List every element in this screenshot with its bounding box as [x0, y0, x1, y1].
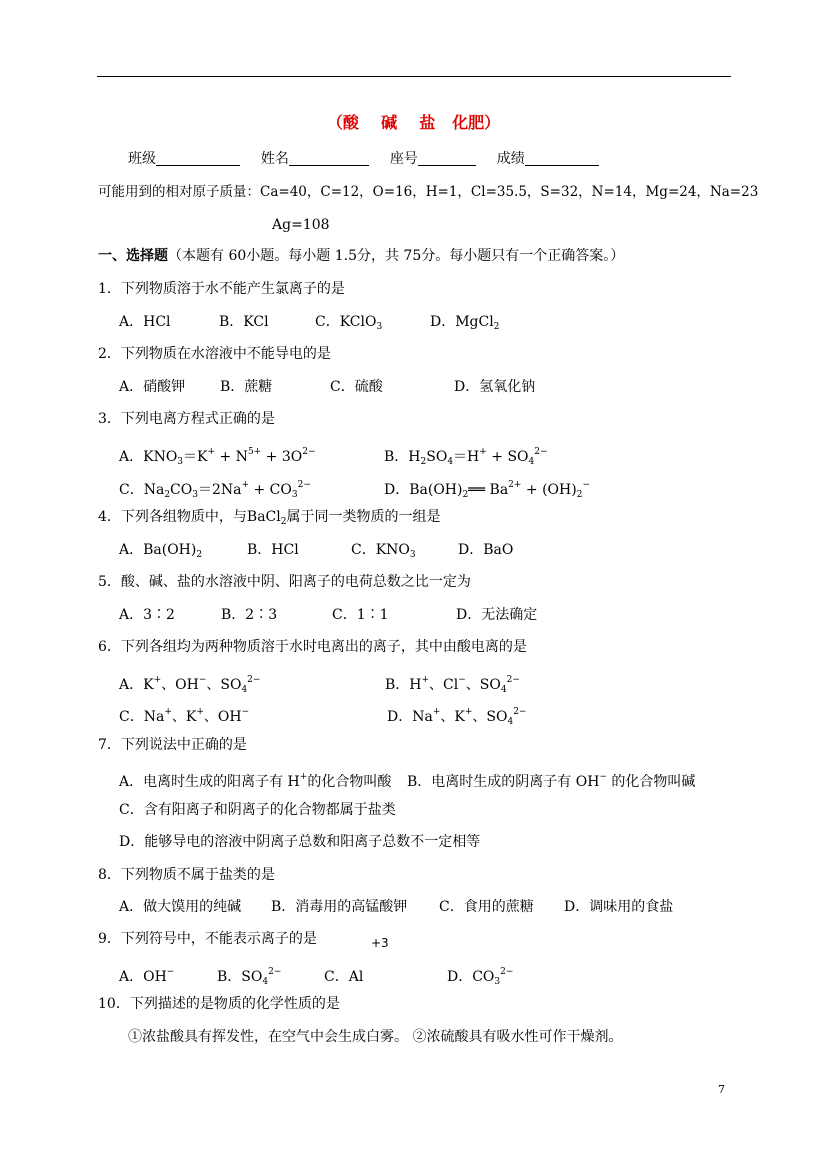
q9-option-b: B．$SO_4^{2-}$: [217, 967, 282, 987]
q8-stem: 8．下列物质不属于盐类的是: [98, 867, 275, 883]
atomic-masses-cont: Ag=108: [272, 217, 330, 233]
q9-options: [119, 963, 513, 991]
q9-option-c: C．Al: [324, 969, 364, 985]
q8-option-d: D．调味用的食盐: [564, 899, 674, 915]
name-label: 姓名: [260, 151, 289, 167]
q3-stem: 3．下列电离方程式正确的是: [98, 411, 275, 427]
q6-stem: 6．下列各组均为两种物质溶于水时电离出的离子，其中由酸电离的是: [98, 639, 527, 655]
q2-option-b: B．蔗糖: [220, 379, 273, 395]
q8-option-b: B．消毒用的高锰酸钾: [271, 899, 408, 915]
q5-option-d: D．无法确定: [456, 607, 538, 623]
section-label: 一、选择题: [98, 248, 168, 264]
q3-option-d: D．$Ba(OH)_2══$ $Ba^{2+} + (OH)_2^-$: [384, 480, 590, 500]
q8-option-c: C．食用的蔗糖: [439, 899, 534, 915]
atomic-masses: 可能用到的相对原子质量：Ca=40，C=12，O=16，H=1，Cl=35.5，S=32，N=14，Mg=24，Na=23: [98, 184, 759, 200]
score-label: 成绩: [496, 151, 525, 167]
q2-option-c: C．硫酸: [330, 379, 383, 395]
q1-option-a: A．HCl: [119, 314, 171, 330]
section-note: （本题有 60小题。每小题 1.5分，共 75分。每小题只有一个正确答案。）: [168, 248, 625, 264]
q10-items: ①浓盐酸具有挥发性，在空气中会生成白雾。 ②浓硫酸具有吸水性可作干燥剂。: [128, 1029, 623, 1045]
q6-option-d: D．Na+、K+、$SO_4^{2-}$: [387, 707, 527, 727]
q5-option-a: A．3∶2: [119, 607, 175, 623]
q9-stem: 9．下列符号中，不能表示离子的是: [98, 931, 317, 947]
q1-option-b: B．KCl: [219, 314, 269, 330]
q7-stem: 7．下列说法中正确的是: [98, 737, 247, 753]
q7-option-b: B．电离时生成的阴离子有 OH− 的化合物叫碱: [407, 772, 696, 790]
page-number: 7: [718, 1083, 725, 1096]
q9-option-a: A．OH−: [119, 967, 175, 985]
q4-option-b: B．HCl: [247, 542, 299, 558]
q9-charge-annotation: +3: [371, 936, 389, 950]
q3-option-c: C．$Na_2CO_3=2Na^+ + CO_3^{2-}$: [119, 480, 311, 500]
q1-option-c: C．KClO$_3$: [315, 314, 383, 332]
q7-option-a: A．电离时生成的阳离子有 H+的化合物叫酸: [119, 772, 392, 790]
q8-options: [119, 898, 673, 916]
q1-option-d: D．MgCl$_2$: [430, 314, 500, 332]
q4-options: [119, 541, 513, 564]
q7-option-d: D．能够导电的溶液中阴离子总数和阳离子总数不一定相等: [119, 834, 481, 850]
q5-option-b: B．2∶3: [221, 607, 278, 623]
q5-option-c: C．1∶1: [332, 607, 389, 623]
q2-option-d: D．氢氧化钠: [454, 379, 536, 395]
q6-option-b: B．H+、Cl−、$SO_4^{2-}$: [385, 675, 520, 695]
q2-option-a: A．硝酸钾: [119, 379, 186, 395]
q1-stem: 1．下列物质溶于水不能产生氯离子的是: [98, 281, 345, 297]
q8-option-a: A．做大馍用的纯碱: [119, 899, 242, 915]
name-field[interactable]: [289, 151, 369, 166]
class-label: 班级: [128, 151, 156, 167]
student-info-line: [128, 150, 599, 168]
q10-stem: 10．下列描述的是物质的化学性质的是: [98, 996, 340, 1012]
seat-field[interactable]: [418, 151, 476, 166]
class-field[interactable]: [156, 151, 240, 166]
q3-option-b: B．$H_2SO_4=H^+ + SO_4^{2-}$: [384, 447, 548, 467]
q4-option-d: D．BaO: [458, 542, 514, 558]
seat-label: 座号: [389, 151, 418, 167]
q1-options: [119, 313, 499, 336]
q5-options: [119, 606, 537, 624]
q7-option-c: C．含有阳离子和阴离子的化合物都属于盐类: [119, 802, 396, 818]
q6-option-c: C．Na+、K+、OH−: [119, 707, 250, 725]
q2-options: [119, 378, 535, 396]
q4-option-a: A．$Ba(OH)_2$: [119, 542, 203, 560]
q9-option-d: D．$CO_3^{2-}$: [447, 967, 514, 987]
score-field[interactable]: [525, 151, 599, 166]
q3-option-a: A．$KNO_3=K^+ + N^{5+} + 3O^{2-}$: [119, 447, 316, 467]
q5-stem: 5．酸、碱、盐的水溶液中阴、阳离子的电荷总数之比一定为: [98, 574, 471, 590]
page-title: （酸 碱 盐 化肥）: [326, 113, 501, 132]
header-rule: [97, 76, 731, 77]
q4-option-c: C．$KNO_3$: [351, 542, 416, 560]
q6-option-a: A．K+、OH−、$SO_4^{2-}$: [119, 675, 261, 695]
q4-stem: 4．下列各组物质中，与BaCl$_2$属于同一类物质的一组是: [98, 509, 441, 527]
q2-stem: 2．下列物质在水溶液中不能导电的是: [98, 346, 331, 362]
section-heading: [98, 247, 624, 265]
